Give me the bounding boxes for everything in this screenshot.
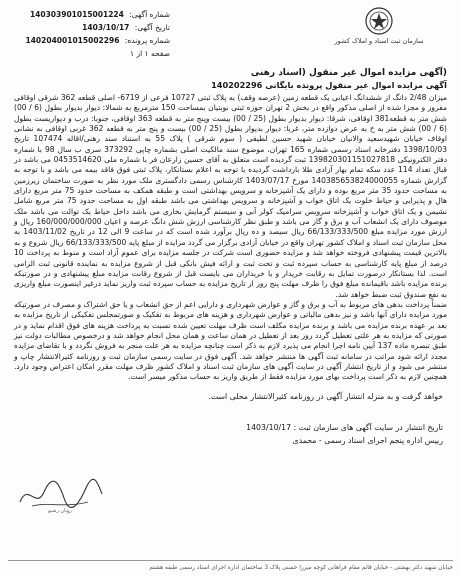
auction-subject: آگهی مزایده اموال غیر منقول پرونده بایگانی 140202296	[211, 80, 447, 90]
publication-note: خواهد گرفت و به منزله انتشار آگهی در روزنامه کثیرالانتشار محلی است.	[208, 391, 443, 401]
file-number-row	[20, 34, 170, 47]
document-header	[12, 6, 449, 68]
address-footer: خیابان شهید دکتر بهشتی - خیابان قائم مقام فراهانی کوچه میرزا حسنی پلاک 3 ساختمان اداره اجرای اسناد رسمی طبقه هشتم	[8, 560, 453, 572]
ad-meta	[20, 8, 170, 60]
signatory-line: رییس اداره پنجم اجرای اسناد رسمی - محمدی	[292, 435, 443, 445]
ad-date-label: تاریخ آگهی:	[134, 23, 170, 32]
ad-number-row	[20, 8, 170, 21]
publish-info	[18, 422, 443, 447]
file-number-label: شماره پرونده:	[124, 36, 170, 45]
organization-logo	[319, 6, 439, 46]
ad-number: 140303901015001224	[29, 10, 124, 19]
body-paragraph-1: میزان 2/48 دانگ از ششدانگ اعیانی یک قطعه زمین (عرصه وقف) به پلاک ثبتی 10727 فرعی از 6719- اصلی قطعه 362 شرقی اوقافی مفروز و مجزا شده از اصلی مذکور واقع در بخش 2 تهران حوزه ثبتی نوبتیان بمساحت 150 مترمربع به شمالا: دیوار بدیوار بطول (6 / 00) شش متر به قطعه381 اوقافی، شرقا: دیوار بدیوار بطول (25 / 00) بیست وپنج متر به قطعه 363 اوقافی، جنوبا: درب و دیواریست بطول (6 / 00) شش متر به خ به عرض دوازده متر، غربا: دیوار بدیوار بطول (25 / 00) بیست و پنج متر به قطعه 362 غربی اوقافی به نشانی اوقاف خیابان شهیدسعید والانیان خیابان شهید حسین لطیفی ( سوم شرقی ) پلاک 55 به استناد سند رهنی/اقاله 107474 تاریخ 1398/10/03 دفترخانه اسناد رسمی شماره 165 تهران، موضوع سند مالکیت اصلی بشماره چاپی 373292 سری ب سال 98 با شماره دفتر الکترونیکی 139820301151027818 ثبت گردیده است متعلق به آقای حسین زارعان فر با شماره ملی 0453514620 می باشد در قبال تعداد 114 عدد سکه تمام بهار آزادی طلا بارداشت گردیده با توجه به اعلام بستانکار، پلاک ثبتی فوق فاقد بیمه می باشد و با توجه به گزارش شماره 140385653824000055 مورخ 1403/07/17 کارشناس رسمی دادگستری ملک مورد نظر به صورت ساختمان زیرزمین به مساحت حدود 35 متر مربع بوده و دارای یک آشپزخانه و سرویس بهداشتی است و طبقه همکف به مساحت حدود 75 متر مربع دارای هال و پذیرایی و حیاط خلوت یک اتاق خواب و آشپزخانه و سرویس بهداشتی می باشد طبقه اول به مساحت حدود 75 متر مربع شامل نشیمن و یک اتاق خواب و آشپزخانه سرویس سرامیک کولر آبی و سیستم گرمایش بخاری می باشد داخل حیاط یک توالت می باشد ملک موصوف دارای یک انشعاب آب و برق و گاز می باشد و طبق نظر کارشناسی ارزش شش دانگ عرصه و اعیان 160/000/000/000 ریال و ارزش مورد مزایده مبلغ 66/133/333/500 ریال سیصد و ده ریال برآورد شده است که در ساعت 9 الی 12 در تاریخ 1403/11/02 به محل سازمان ثبت اسناد و املاک کشور تهران واقع در خیابان آزادی برگزار می گردد مزایده از مبلغ پایه 66/133/333/500 ریال شروع و به بالاترین قیمت پیشنهادی فروخته خواهد شد و مزایده حضوری است شرکت در جلسه مزایده برای عموم آزاد است و منوط به پرداخت 10 درصد از مبلغ پایه کارشناسی به حساب سپرده ثبت و تحت ثبت و ارائه فیش بانکی قبل از شروع مزایده به نماینده قانونی ثبت الزامی است. لذا بستانکار درصورت تمایل به رقابت خریدار و یا خریداران می بایست قبل از شروع رقابت مزایده مبلغ پیشنهادی و در صورتیکه برنده مزایده باشد باقیمانده مبلغ فوق را ظرف مهلت پنج روز از تاریخ مزایده به حساب سپرده ثبت واریز نماید درغیر اینصورت مبلغ واریزی به نفع صندوق ثبت ضبط خواهد شد.	[14, 93, 448, 299]
body-paragraph-2: ضمناً پرداخت بدهی های مربوط به آب و برق و گاز و عوارض شهرداری و دارایی اعم از حق انشعاب و یا حق اشتراک و مصرف در صورتیکه مورد مزایده دارای آنها باشد و نیز بدهی مالیاتی و عوارض شهرداری و هزینه های مربوط به تفکیک و صورتمجلس تفکیکی از تاریخ مزایده به بعد بر عهده برنده مزایده می باشد و برنده مزایده مکلف است ظرف مهلت تعیین شده نسبت به پرداخت هزینه های فوق اقدام نماید و در صورتی که مزایده به هر علتی تعطیل گردد روز بعد از تعطیل در همان ساعت و همان محل انجام خواهد شد و درخصوص مطالبات دولت نیز طبق تبصره ماده 137 آیین نامه اجرا انجام می پذیرد لازم به ذکر است چنانچه مزایده به هر علت منجر به فروش نگردد و یا تقاضای مزایده مجدد ارائه شود مراتب در سامانه ثبت آگهی ها منتشر خواهد شد. آگهی فوق در سایت رسمی سازمان ثبت و روزنامه کثیرالانتشار چاپ و منتشر می شود و از تاریخ انتشار آگهی در سایت آگهی های سازمان ثبت اسناد و املاک کشور ظرف مهلت مقرر امکان اعتراض وجود دارد. همچنین لازم به ذکر است پرداخت بهای مورد مزایده فقط از طریق واریز به حساب مذکور میسر است.	[14, 299, 447, 382]
document-title: (آگهی مزایده اموال غیر منقول (اسناد رهنی	[250, 68, 447, 78]
organization-name: سازمان ثبت اسناد و املاک کشور	[334, 37, 424, 45]
file-number: 140204001015002296	[25, 36, 120, 45]
page-indicator: صفحه ۱ از ۱	[130, 49, 170, 58]
document-body	[14, 93, 447, 383]
signature-label: روبان رشیو	[48, 508, 72, 514]
ad-number-label: شماره آگهی:	[129, 10, 170, 19]
emblem-icon	[364, 6, 394, 36]
ad-date-row	[20, 21, 170, 34]
ad-date: 1403/10/17	[82, 23, 130, 32]
publish-date-line: تاریخ انتشار در سایت آگهی های سازمان ثبت : 1403/10/17	[246, 422, 443, 432]
signature-icon	[14, 472, 106, 514]
